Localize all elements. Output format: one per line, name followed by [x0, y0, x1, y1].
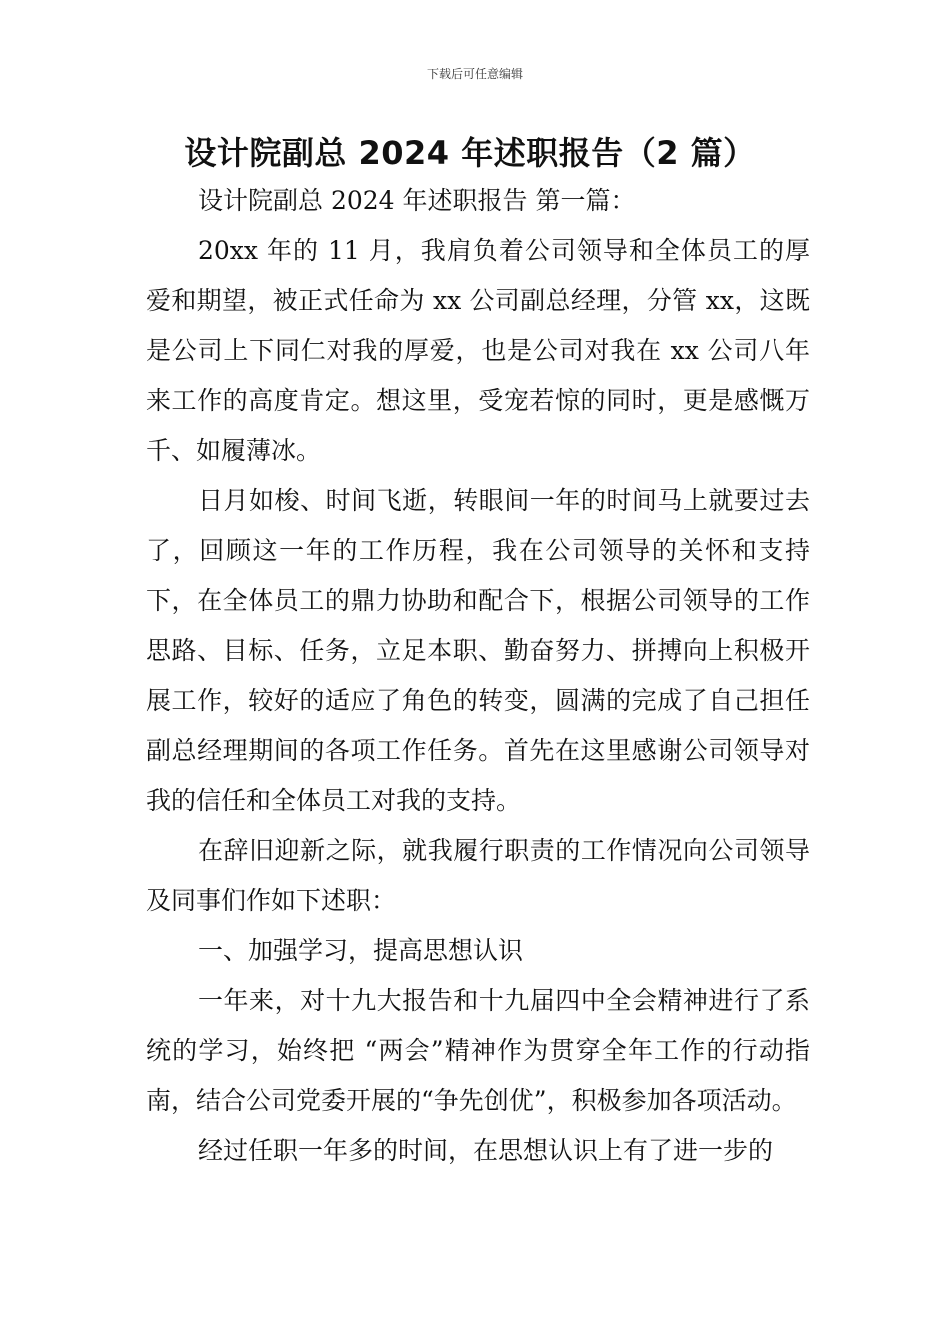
section-heading-part-one: 设计院副总 2024 年述职报告 第一篇：: [198, 186, 636, 215]
header-note: 下载后可任意编辑: [426, 67, 523, 81]
document-body: [146, 176, 810, 1176]
body-paragraph: 一年来，对十九大报告和十九届四中全会精神进行了系统的学习，始终把 “两会”精神作为贯穿全年工作的行动指南，结合公司党委开展的“争先创优”，积极参加各项活动。: [146, 986, 810, 1115]
section-heading: 一、加强学习，提高思想认识: [198, 936, 524, 965]
body-paragraph: 在辞旧迎新之际，就我履行职责的工作情况向公司领导及同事们作如下述职：: [146, 836, 810, 915]
document-title: 设计院副总 2024 年述职报告（2 篇）: [184, 134, 756, 172]
body-paragraph: 日月如梭、时间飞逝，转眼间一年的时间马上就要过去了，回顾这一年的工作历程，我在公司领导的关怀和支持下，在全体员工的鼎力协助和配合下，根据公司领导的工作思路、目标、任务，立足本职、勤奋努力、拼搏向上积极开展工作，较好的适应了角色的转变，圆满的完成了自己担任副总经理期间的各项工作任务。首先在这里感谢公司领导对我的信任和全体员工对我的支持。: [146, 486, 810, 815]
body-paragraph: 经过任职一年多的时间，在思想认识上有了进一步的: [198, 1136, 774, 1165]
body-paragraph: 20xx 年的 11 月，我肩负着公司领导和全体员工的厚爱和期望，被正式任命为 xx 公司副总经理，分管 xx，这既是公司上下同仁对我的厚爱，也是公司对我在 xx 公司八年来工作的高度肯定。想这里，受宠若惊的同时，更是感慨万千、如履薄冰。: [146, 236, 810, 465]
